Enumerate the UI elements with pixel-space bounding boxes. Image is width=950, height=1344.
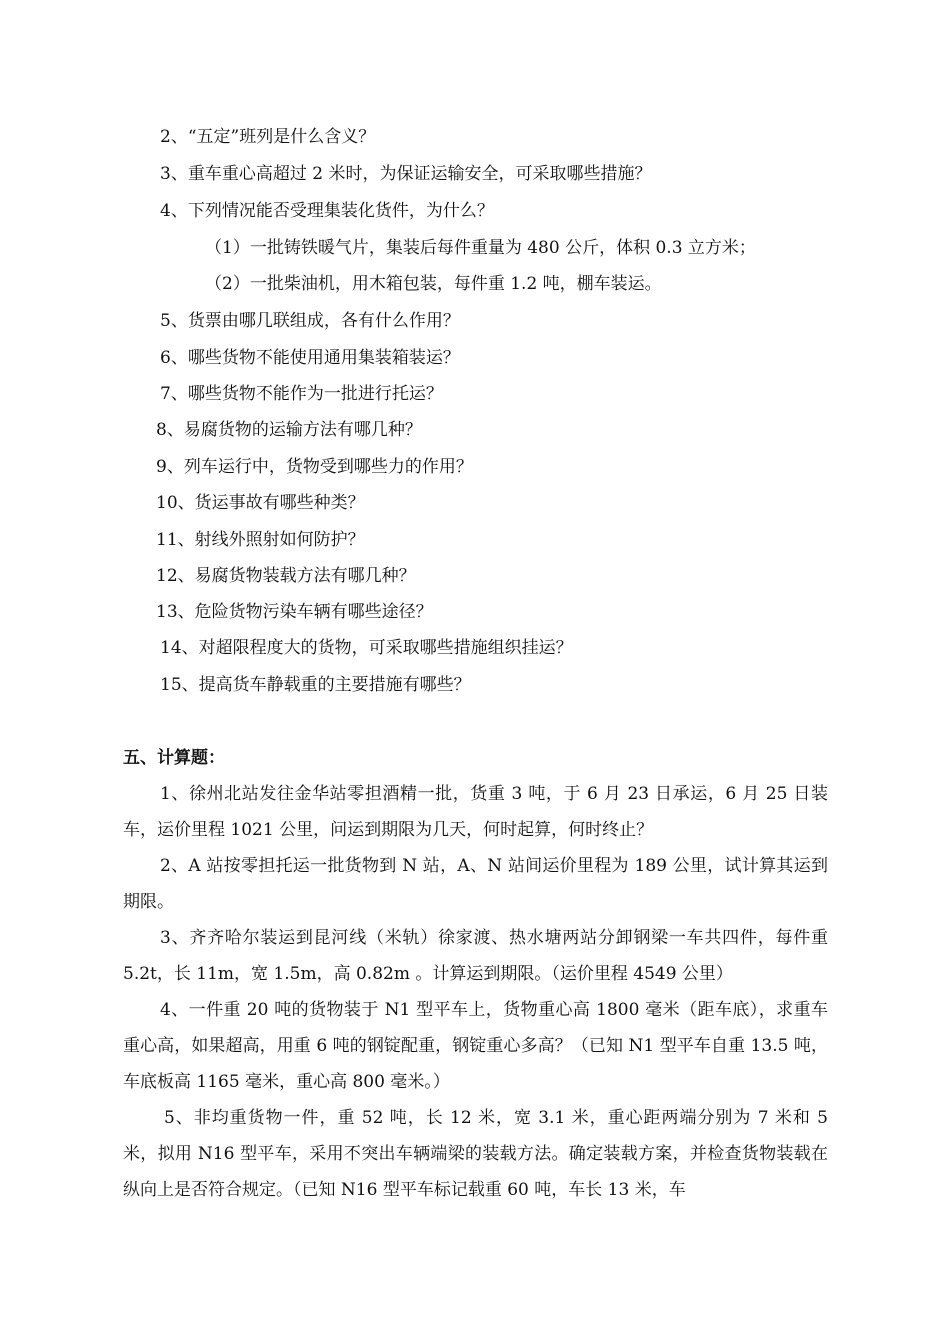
- calc-problem-5: 5、非均重货物一件，重 52 吨，长 12 米，宽 3.1 米，重心距两端分别为 7 米和 5 米，拟用 N16 型平车，采用不突出车辆端梁的装载方法。确定装载方案，并检查货物装载在纵向上是否符合规定。（已知 N16 型平车标记载重 60 吨，车长 13 米，车: [123, 1108, 828, 1200]
- question-8: 8、易腐货物的运输方法有哪几种？: [156, 420, 422, 440]
- question-4-item-1: （1）一批铸铁暖气片，集装后每件重量为 480 公斤，体积 0.3 立方米；: [205, 238, 756, 258]
- question-7: 7、哪些货物不能作为一批进行托运？: [160, 384, 443, 404]
- question-12: 12、易腐货物装载方法有哪几种？: [156, 566, 416, 586]
- calc-problem-2: 2、A 站按零担托运一批货物到 N 站，A、N 站间运价里程为 189 公里，试计算其运到期限。: [123, 856, 828, 912]
- question-3: 3、重车重心高超过 2 米时，为保证运输安全，可采取哪些措施？: [160, 164, 652, 184]
- question-9: 9、列车运行中，货物受到哪些力的作用？: [156, 457, 473, 477]
- question-10: 10、货运事故有哪些种类？: [156, 493, 365, 513]
- calc-problem-1: 1、徐州北站发往金华站零担酒精一批，货重 3 吨，于 6 月 23 日承运，6 月 25 日装车，运价里程 1021 公里，问运到期限为几天，何时起算，何时终止？: [123, 784, 828, 840]
- calc-problem-4: 4、一件重 20 吨的货物装于 N1 型平车上，货物重心高 1800 毫米（距车底），求重车重心高，如果超高，用重 6 吨的钢锭配重，钢锭重心多高？（已知 N1 型平车自重 13.5 吨，车底板高 1165 毫米，重心高 800 毫米。）: [123, 1000, 828, 1092]
- question-11: 11、射线外照射如何防护？: [156, 530, 365, 550]
- question-13: 13、危险货物污染车辆有哪些途径？: [156, 602, 433, 622]
- question-6: 6、哪些货物不能使用通用集装箱装运？: [160, 348, 460, 368]
- question-2: 2、“五定”班列是什么含义？: [160, 127, 376, 147]
- question-15: 15、提高货车静载重的主要措施有哪些？: [160, 675, 471, 695]
- question-5: 5、货票由哪几联组成，各有什么作用？: [160, 311, 460, 331]
- calc-problem-3: 3、齐齐哈尔装运到昆河线（米轨）徐家渡、热水塘两站分卸钢梁一车共四件，每件重 5.2t，长 11m，宽 1.5m，高 0.82m 。计算运到期限。（运价里程 4549 公里）: [123, 928, 828, 984]
- question-4: 4、下列情况能否受理集装化货件，为什么？: [160, 201, 494, 221]
- section-heading-calculation: 五、计算题：: [123, 748, 225, 768]
- question-4-item-2: （2）一批柴油机，用木箱包装，每件重 1.2 吨，棚车装运。: [205, 274, 662, 294]
- question-14: 14、对超限程度大的货物，可采取哪些措施组织挂运？: [160, 638, 573, 658]
